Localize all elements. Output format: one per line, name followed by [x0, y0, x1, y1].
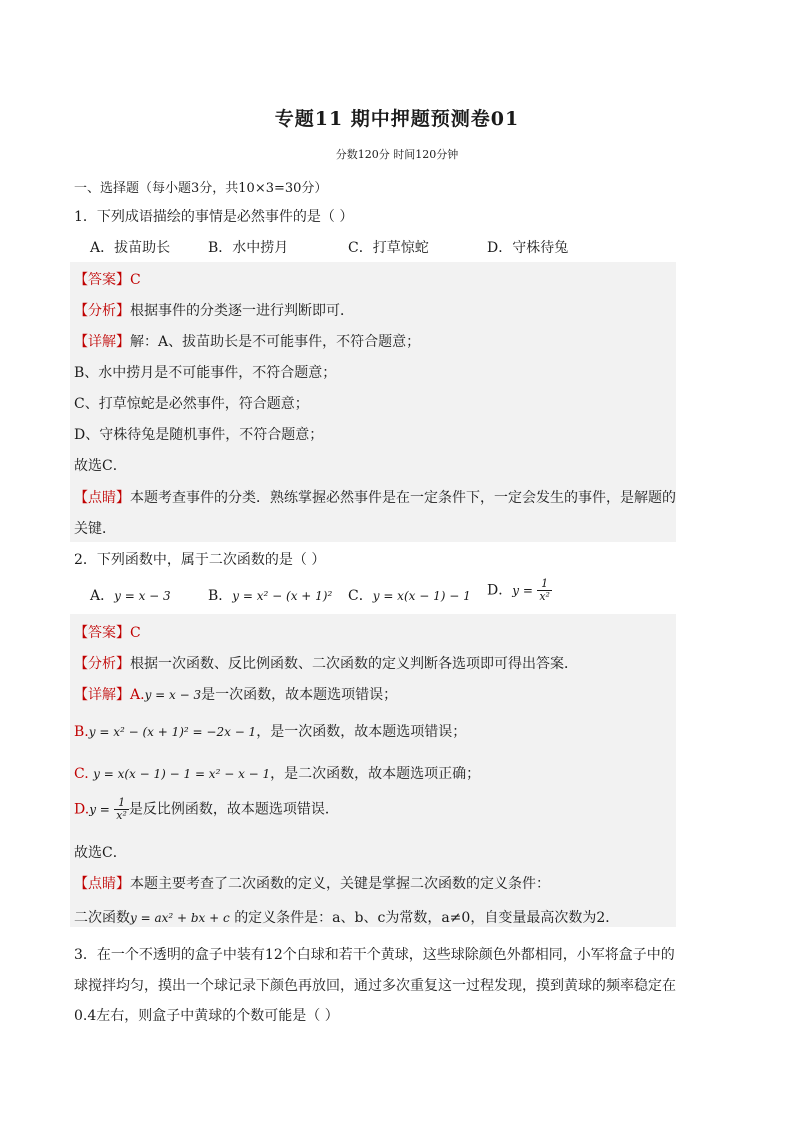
q1-detail-line-4: D、守株待兔是随机事件，不符合题意；: [74, 427, 324, 443]
q2-comment-line-1: 【点睛】本题主要考查了二次函数的定义，关键是掌握二次函数的定义条件：: [74, 876, 550, 892]
page-title: 专题11 期中押题预测卷01: [274, 108, 520, 130]
comment-text: 本题考查事件的分类．熟练掌握必然事件是在一定条件下，一定会发生的事件，是解题的: [130, 490, 676, 506]
q2-option-b: B．y = x² − (x + 1)²: [208, 588, 333, 604]
question-2-stem: 2．下列函数中，属于二次函数的是（ ）: [74, 552, 326, 568]
q1-comment-line-1: [74, 487, 676, 507]
answer-tag: 【答案】: [74, 272, 130, 288]
q1-detail-line-2: B、水中捞月是不可能事件，不符合题意；: [74, 365, 337, 381]
q2-analysis: [74, 653, 578, 673]
q1-option-c: C．打草惊蛇: [348, 240, 429, 256]
q1-option-b: B．水中捞月: [208, 240, 289, 256]
page-subtitle: 分数120分 时间120分钟: [335, 148, 459, 161]
q2-option-a: A．y = x − 3: [90, 588, 171, 604]
q2-choose: 故选C．: [74, 845, 127, 861]
analysis-text: 根据一次函数、反比例函数、二次函数的定义判断各选项即可得出答案．: [130, 656, 578, 672]
q1-option-d: D．守株待兔: [487, 240, 569, 256]
q2-detail-c: C. y = x(x − 1) − 1 = x² − x − 1，是二次函数，故本题选项正确；: [74, 766, 481, 782]
analysis-text: 根据事件的分类逐一进行判断即可．: [130, 303, 354, 319]
comment-tag: 【点睛】: [74, 490, 130, 506]
fraction: $\frac{1}{\text{x²}}$: [539, 577, 550, 603]
fraction: $\frac{1}{\text{x²}}$: [116, 796, 127, 822]
q1-option-a: A．拔苗助长: [90, 240, 171, 256]
question-1-stem: 1．下列成语描绘的事情是必然事件的是（ ）: [74, 209, 354, 225]
question-3-line-2: 球搅拌均匀，摸出一个球记录下颜色再放回，通过多次重复这一过程发现，摸到黄球的频率稳定在: [74, 978, 676, 994]
q2-answer: [74, 622, 141, 642]
question-3-line-3: 0.4左右，则盒子中黄球的个数可能是（ ）: [74, 1008, 339, 1024]
detail-text: 解：A、拔苗助长是不可能事件，不符合题意；: [130, 334, 421, 350]
section-heading: 一、选择题（每小题3分，共10×3=30分）: [74, 181, 328, 196]
analysis-tag: 【分析】: [74, 656, 130, 672]
answer-tag: 【答案】: [74, 625, 130, 641]
q1-comment-line-2: 关键．: [74, 521, 116, 537]
answer-value: C: [130, 625, 141, 641]
analysis-tag: 【分析】: [74, 303, 130, 319]
q1-detail-line-3: C、打草惊蛇是必然事件，符合题意；: [74, 396, 309, 412]
q1-detail-line-1: [74, 331, 420, 351]
q2-option-c: C．y = x(x − 1) − 1: [348, 588, 471, 604]
comment-tag: 【点睛】: [74, 876, 130, 892]
detail-tag: 【详解】: [74, 334, 130, 350]
question-3-line-1: 3．在一个不透明的盒子中装有12个白球和若干个黄球，这些球除颜色外都相同，小军将盒子中的: [74, 947, 675, 963]
q2-detail-a: 【详解】A.y = x − 3是一次函数，故本题选项错误；: [74, 687, 398, 703]
detail-tag: 【详解】: [74, 687, 130, 703]
q2-comment-line-2: 二次函数y = ax² + bx + c 的定义条件是：a、b、c为常数，a≠0，自变量最高次数为2．: [74, 910, 620, 926]
q1-detail-line-5: 故选C．: [74, 458, 127, 474]
q2-detail-d: D.y = $\frac{1}{\text{x²}}$ 是反比例函数，故本题选项错误．: [74, 796, 339, 822]
q1-analysis: [74, 300, 354, 320]
q1-answer: [74, 269, 141, 289]
q2-option-d: D．y = $\frac{1}{\text{x²}}$: [487, 577, 550, 603]
answer-value: C: [130, 272, 141, 288]
q2-detail-b: B.y = x² − (x + 1)² = −2x − 1，是一次函数，故本题选项错误；: [74, 724, 467, 740]
